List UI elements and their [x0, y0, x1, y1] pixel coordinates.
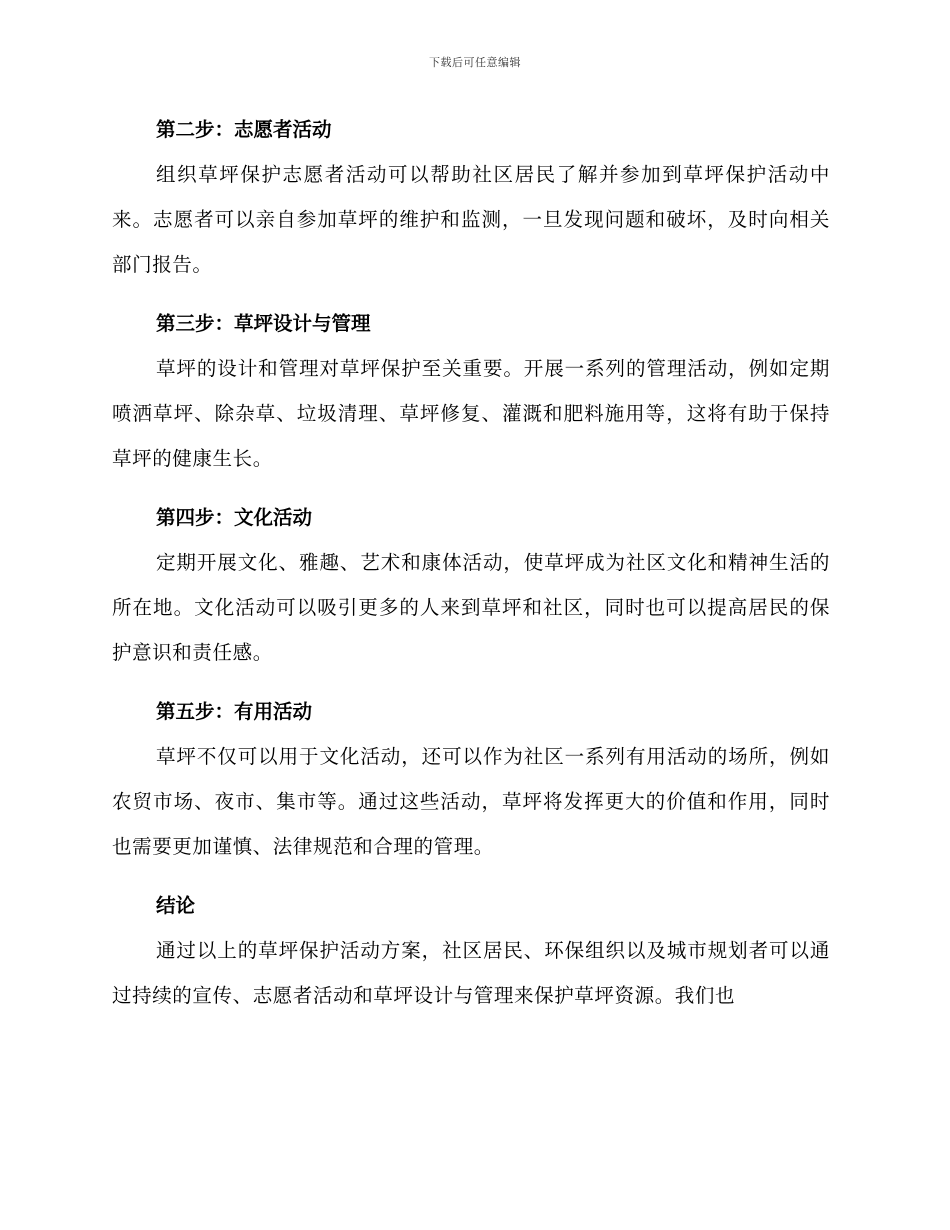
section-heading: 结论 [156, 894, 196, 917]
section-paragraph: 组织草坪保护志愿者活动可以帮助社区居民了解并参加到草坪保护活动中来。志愿者可以亲自参加草坪的维护和监测，一旦发现问题和破坏，及时向相关部门报告。 [112, 163, 830, 276]
section-heading: 第三步：草坪设计与管理 [156, 312, 371, 335]
document-body [112, 108, 830, 1033]
page-header-note: 下载后可任意编辑 [429, 56, 521, 69]
section-paragraph: 通过以上的草坪保护活动方案，社区居民、环保组织以及城市规划者可以通过持续的宣传、志愿者活动和草坪设计与管理来保护草坪资源。我们也 [112, 939, 830, 1007]
section-step-three [112, 302, 830, 481]
section-paragraph: 定期开展文化、雅趣、艺术和康体活动，使草坪成为社区文化和精神生活的所在地。文化活动可以吸引更多的人来到草坪和社区，同时也可以提高居民的保护意识和责任感。 [112, 551, 830, 664]
section-heading: 第五步：有用活动 [156, 700, 313, 723]
section-step-two [112, 108, 830, 287]
section-paragraph: 草坪不仅可以用于文化活动，还可以作为社区一系列有用活动的场所，例如农贸市场、夜市、集市等。通过这些活动，草坪将发挥更大的价值和作用，同时也需要更加谨慎、法律规范和合理的管理。 [112, 745, 830, 858]
section-heading: 第四步：文化活动 [156, 506, 313, 529]
section-heading: 第二步：志愿者活动 [156, 118, 332, 141]
section-step-five [112, 690, 830, 869]
section-step-four [112, 496, 830, 675]
section-paragraph: 草坪的设计和管理对草坪保护至关重要。开展一系列的管理活动，例如定期喷洒草坪、除杂草、垃圾清理、草坪修复、灌溉和肥料施用等，这将有助于保持草坪的健康生长。 [112, 357, 830, 470]
section-conclusion [112, 884, 830, 1018]
